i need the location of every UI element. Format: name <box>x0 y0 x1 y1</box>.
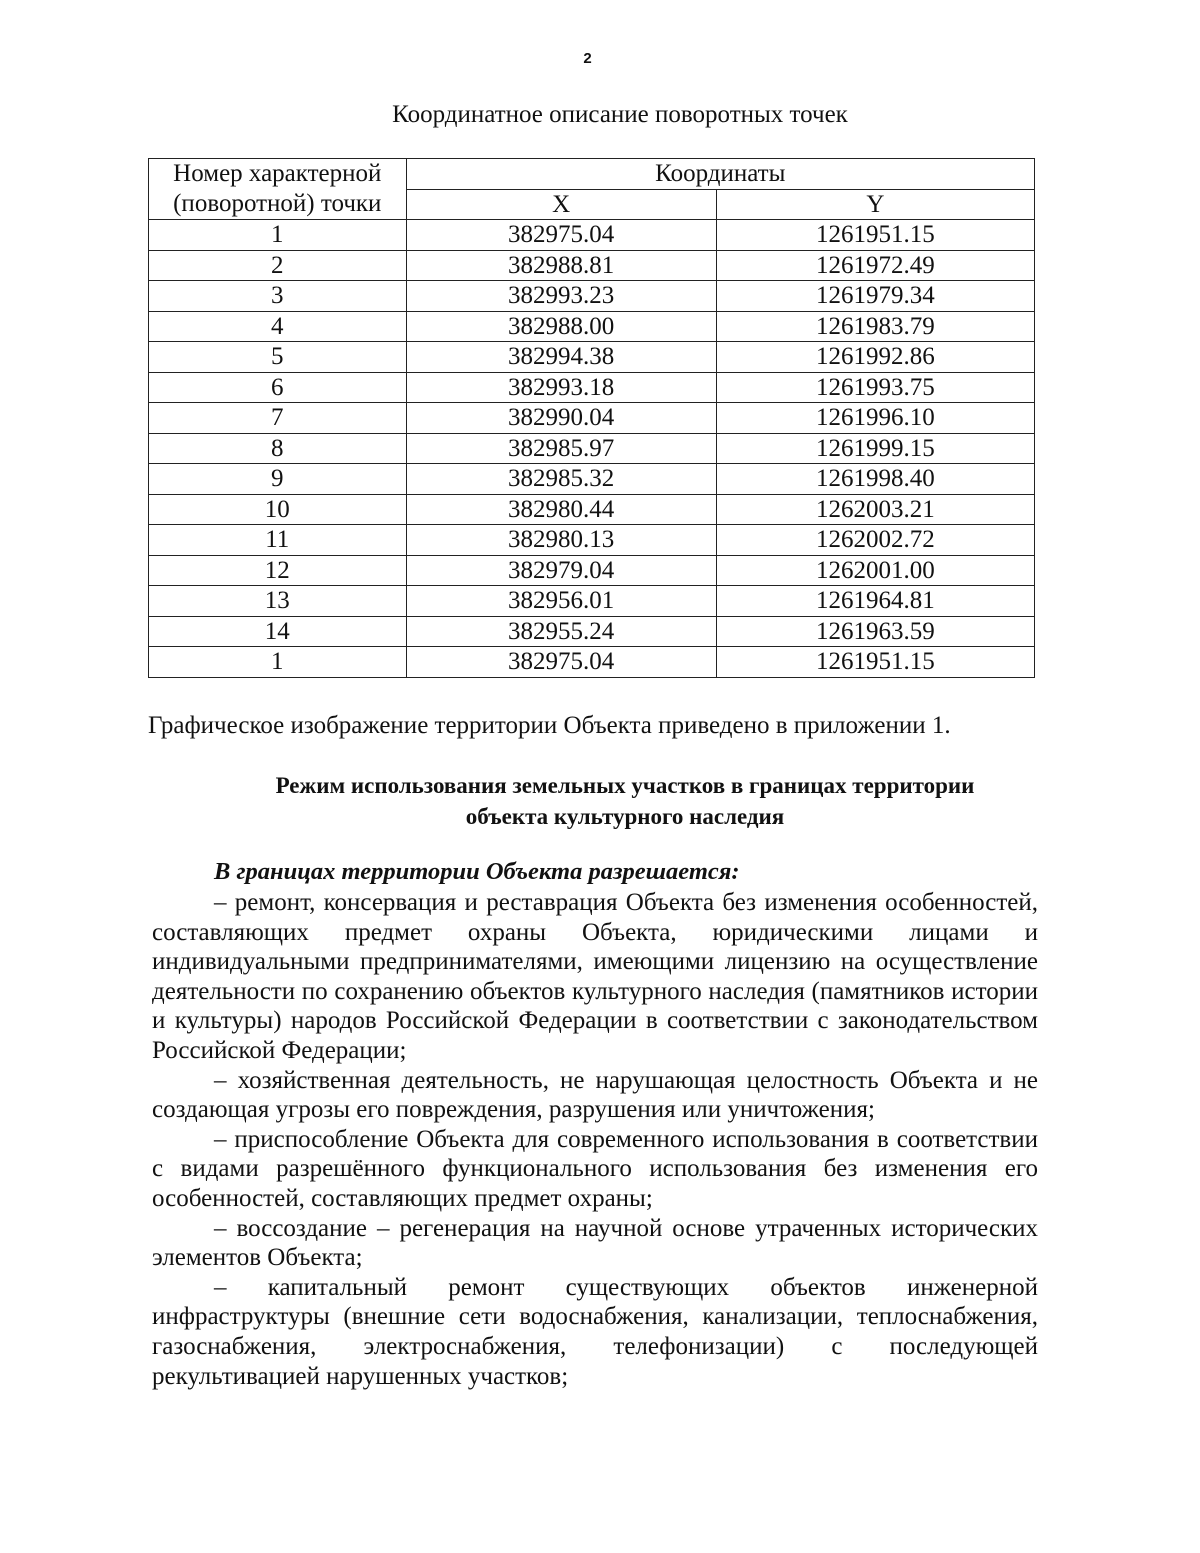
y-coordinate-cell: 1261983.79 <box>716 311 1034 342</box>
table-row <box>149 586 1035 617</box>
table-row <box>149 494 1035 525</box>
point-number-cell: 13 <box>149 586 407 617</box>
table-row <box>149 342 1035 373</box>
y-coordinate-cell: 1262001.00 <box>716 555 1034 586</box>
list-item: – ремонт, консервация и реставрация Объекта без изменения особенностей, составляющих предмет охраны Объекта, юридическими лицами и индивидуальными предпринимателями, имеющими лицензию на осуществление деятельности по сохранению объектов культурного наследия (памятников истории и культуры) народов Российской Федерации в соответствии с законодательством Российской Федерации; <box>152 889 1038 1064</box>
point-number-cell: 9 <box>149 464 407 495</box>
y-header: Y <box>716 189 1034 220</box>
x-coordinate-cell: 382985.97 <box>406 433 716 464</box>
x-header: X <box>406 189 716 220</box>
list-item: – воссоздание – регенерация на научной основе утраченных исторических элементов Объекта; <box>152 1214 1038 1272</box>
table-row <box>149 281 1035 312</box>
point-number-header <box>149 159 407 220</box>
coordinates-header: Координаты <box>406 159 1034 190</box>
page-number: 2 <box>583 50 592 67</box>
y-coordinate-cell: 1262003.21 <box>716 494 1034 525</box>
allowed-subheading: В границах территории Объекта разрешается: <box>214 858 740 885</box>
point-number-cell: 1 <box>149 647 407 678</box>
table-title: Координатное описание поворотных точек <box>392 101 848 128</box>
table-row <box>149 647 1035 678</box>
y-coordinate-cell: 1261996.10 <box>716 403 1034 434</box>
list-item: – приспособление Объекта для современного использования в соответствии с видами разрешённого функционального использования без изменения его особенностей, составляющих предмет охраны; <box>152 1125 1038 1212</box>
point-number-cell: 11 <box>149 525 407 556</box>
list-item: – капитальный ремонт существующих объектов инженерной инфраструктуры (внешние сети водоснабжения, канализации, теплоснабжения, газоснабжения, электроснабжения, телефонизации) с последующей рекультивацией нарушенных участков; <box>152 1273 1038 1390</box>
y-coordinate-cell: 1261951.15 <box>716 647 1034 678</box>
table-row <box>149 311 1035 342</box>
y-coordinate-cell: 1261993.75 <box>716 372 1034 403</box>
section-heading-line1: Режим использования земельных участков в границах территории <box>275 773 975 798</box>
table-row <box>149 250 1035 281</box>
table-row <box>149 403 1035 434</box>
point-number-cell: 6 <box>149 372 407 403</box>
x-coordinate-cell: 382955.24 <box>406 616 716 647</box>
allowed-list <box>152 888 1038 1391</box>
point-number-cell: 8 <box>149 433 407 464</box>
x-coordinate-cell: 382975.04 <box>406 647 716 678</box>
y-coordinate-cell: 1261992.86 <box>716 342 1034 373</box>
table-row <box>149 525 1035 556</box>
point-number-cell: 3 <box>149 281 407 312</box>
appendix-note: Графическое изображение территории Объекта приведено в приложении 1. <box>148 712 951 739</box>
point-number-cell: 1 <box>149 220 407 251</box>
table-header-row <box>149 159 1035 190</box>
y-coordinate-cell: 1261999.15 <box>716 433 1034 464</box>
point-number-cell: 14 <box>149 616 407 647</box>
x-coordinate-cell: 382988.00 <box>406 311 716 342</box>
point-number-header-line1: Номер характерной <box>173 160 382 187</box>
x-coordinate-cell: 382975.04 <box>406 220 716 251</box>
point-number-cell: 12 <box>149 555 407 586</box>
table-row <box>149 372 1035 403</box>
x-coordinate-cell: 382994.38 <box>406 342 716 373</box>
table-row <box>149 433 1035 464</box>
x-coordinate-cell: 382988.81 <box>406 250 716 281</box>
x-coordinate-cell: 382993.23 <box>406 281 716 312</box>
table-row <box>149 464 1035 495</box>
y-coordinate-cell: 1261951.15 <box>716 220 1034 251</box>
coordinates-table <box>148 158 1035 678</box>
point-number-cell: 7 <box>149 403 407 434</box>
section-heading <box>150 770 1100 832</box>
y-coordinate-cell: 1261972.49 <box>716 250 1034 281</box>
point-number-cell: 2 <box>149 250 407 281</box>
x-coordinate-cell: 382990.04 <box>406 403 716 434</box>
y-coordinate-cell: 1261963.59 <box>716 616 1034 647</box>
point-number-cell: 5 <box>149 342 407 373</box>
section-heading-line2: объекта культурного наследия <box>465 804 785 829</box>
y-coordinate-cell: 1261964.81 <box>716 586 1034 617</box>
x-coordinate-cell: 382956.01 <box>406 586 716 617</box>
table-row <box>149 616 1035 647</box>
x-coordinate-cell: 382980.13 <box>406 525 716 556</box>
point-number-cell: 4 <box>149 311 407 342</box>
point-number-cell: 10 <box>149 494 407 525</box>
point-number-header-line2: (поворотной) точки <box>173 190 382 217</box>
x-coordinate-cell: 382993.18 <box>406 372 716 403</box>
y-coordinate-cell: 1262002.72 <box>716 525 1034 556</box>
list-item: – хозяйственная деятельность, не нарушающая целостность Объекта и не создающая угрозы его повреждения, разрушения или уничтожения; <box>152 1066 1038 1124</box>
table-row <box>149 220 1035 251</box>
x-coordinate-cell: 382979.04 <box>406 555 716 586</box>
y-coordinate-cell: 1261998.40 <box>716 464 1034 495</box>
y-coordinate-cell: 1261979.34 <box>716 281 1034 312</box>
x-coordinate-cell: 382985.32 <box>406 464 716 495</box>
x-coordinate-cell: 382980.44 <box>406 494 716 525</box>
table-row <box>149 555 1035 586</box>
